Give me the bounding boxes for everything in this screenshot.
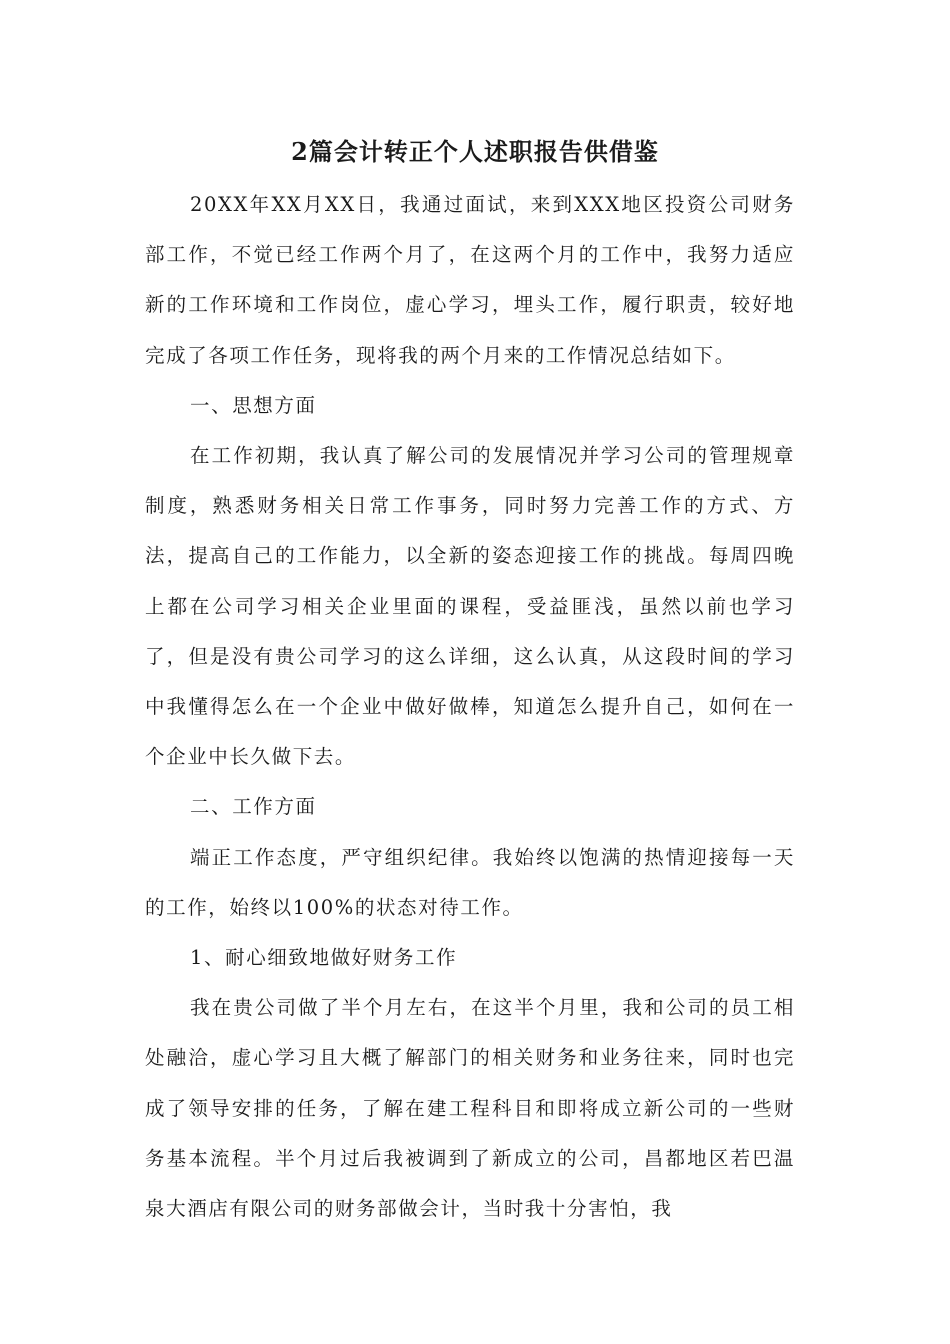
subsection-heading-finance: 1、耐心细致地做好财务工作	[190, 946, 458, 970]
paragraph-work-attitude: 端正工作态度，严守组织纪律。我始终以饱满的热情迎接每一天的工作，始终以100%的状态对待工作。	[145, 845, 795, 919]
section-heading-thinking: 一、思想方面	[190, 393, 317, 417]
document-body	[145, 180, 795, 1234]
paragraph-finance: 我在贵公司做了半个月左右，在这半个月里，我和公司的员工相处融洽，虚心学习且大概了解部门的相关财务和业务往来，同时也完成了领导安排的任务，了解在建工程科目和即将成立新公司的一些财务基本流程。半个月过后我被调到了新成立的公司，昌都地区若巴温泉大酒店有限公司的财务部做会计，当时我十分害怕，我	[145, 996, 795, 1221]
document-title: 2篇会计转正个人述职报告供借鉴	[291, 137, 659, 166]
paragraph-intro: 20XX年XX月XX日，我通过面试，来到XXX地区投资公司财务部工作，不觉已经工作两个月了，在这两个月的工作中，我努力适应新的工作环境和工作岗位，虚心学习，埋头工作，履行职责，较好地完成了各项工作任务，现将我的两个月来的工作情况总结如下。	[145, 193, 795, 367]
paragraph-thinking: 在工作初期，我认真了解公司的发展情况并学习公司的管理规章制度，熟悉财务相关日常工作事务，同时努力完善工作的方式、方法，提高自己的工作能力，以全新的姿态迎接工作的挑战。每周四晚上都在公司学习相关企业里面的课程，受益匪浅，虽然以前也学习了，但是没有贵公司学习的这么详细，这么认真，从这段时间的学习中我懂得怎么在一个企业中做好做棒，知道怎么提升自己，如何在一个企业中长久做下去。	[145, 444, 795, 769]
section-heading-work: 二、工作方面	[190, 795, 317, 819]
